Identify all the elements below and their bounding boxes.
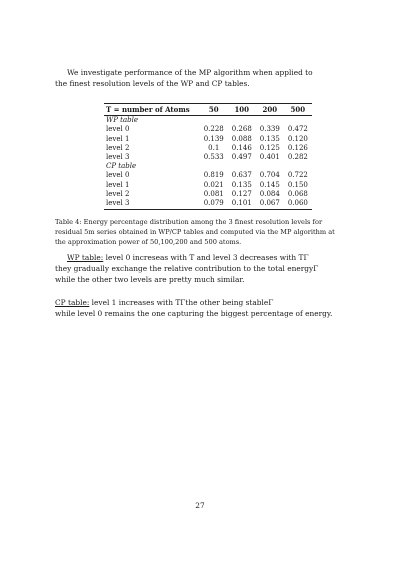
table-cell: 0.819 bbox=[203, 171, 224, 180]
table-cell: 0.068 bbox=[287, 189, 308, 198]
cp-table-paragraph bbox=[55, 297, 355, 319]
table-row bbox=[104, 171, 312, 180]
section-title-label: CP table bbox=[106, 162, 137, 171]
table-cell: 0.127 bbox=[231, 189, 252, 198]
table-cell: 0.146 bbox=[231, 143, 252, 152]
header-col-200: 200 bbox=[256, 104, 284, 116]
table-cell: 0.021 bbox=[203, 180, 224, 189]
table-cell: 0.282 bbox=[287, 153, 308, 162]
section-title-label: WP table bbox=[106, 116, 138, 125]
wp-line-3: while the other two levels are pretty much similar. bbox=[55, 275, 245, 284]
row-label: level 2 bbox=[106, 143, 130, 152]
table-cell: 0.084 bbox=[259, 189, 280, 198]
table-cell: 0.150 bbox=[287, 180, 308, 189]
wp-table-paragraph bbox=[55, 252, 355, 285]
table-row bbox=[104, 125, 312, 134]
wp-table-label: WP table: bbox=[67, 253, 104, 262]
table-caption: Table 4: Energy percentage distribution among the 3 finest resolution levels for residual 5m series obtained in WP/CP tables and computed via the MP algorithm at the approximation power of 50,100,200 and 500 atoms. bbox=[55, 218, 335, 246]
row-label: level 0 bbox=[106, 125, 130, 134]
table-row bbox=[104, 181, 312, 190]
table-cell: 0.135 bbox=[259, 134, 280, 143]
table-cell: 0.126 bbox=[287, 143, 308, 152]
intro-line-2: the finest resolution levels of the WP and CP tables. bbox=[55, 79, 250, 88]
wp-line-1-text: level 0 increseas with T and level 3 decreases with TΓ bbox=[103, 253, 309, 262]
table-header-row bbox=[104, 104, 312, 116]
table-cell: 0.497 bbox=[231, 153, 252, 162]
cp-line-1 bbox=[55, 297, 355, 308]
row-label: level 1 bbox=[106, 134, 130, 143]
intro-paragraph bbox=[55, 67, 355, 89]
header-atoms-label: T = number of Atoms bbox=[104, 104, 200, 116]
table-cell: 0.339 bbox=[259, 125, 280, 134]
table-row bbox=[104, 190, 312, 199]
page-number: 27 bbox=[195, 501, 205, 510]
row-label: level 2 bbox=[106, 189, 130, 198]
table-cell: 0.472 bbox=[287, 125, 308, 134]
cp-line-2: while level 0 remains the one capturing the biggest percentage of energy. bbox=[55, 309, 333, 318]
table-cell: 0.637 bbox=[231, 171, 252, 180]
energy-distribution-table bbox=[104, 103, 312, 210]
table-cell: 0.088 bbox=[231, 134, 252, 143]
wp-line-1 bbox=[55, 252, 355, 263]
table-cell: 0.060 bbox=[284, 199, 312, 210]
row-label: level 1 bbox=[106, 180, 130, 189]
table-cell: 0.120 bbox=[287, 134, 308, 143]
table-cell: 0.401 bbox=[259, 153, 280, 162]
table-cell: 0.135 bbox=[231, 180, 252, 189]
table-cell: 0.704 bbox=[259, 171, 280, 180]
table-cell: 0.268 bbox=[231, 125, 252, 134]
section-title-cp bbox=[104, 162, 312, 171]
wp-line-2: they gradually exchange the relative contribution to the total energyΓ bbox=[55, 264, 319, 273]
table-row bbox=[104, 153, 312, 162]
table-cell: 0.139 bbox=[203, 134, 224, 143]
header-col-50: 50 bbox=[200, 104, 228, 116]
cp-line-1-text: level 1 increases with TΓthe other being stableΓ bbox=[89, 298, 274, 307]
table-cell: 0.722 bbox=[287, 171, 308, 180]
table-cell: 0.1 bbox=[208, 143, 220, 152]
row-label: level 3 bbox=[104, 199, 200, 210]
row-label: level 3 bbox=[106, 153, 130, 162]
table-row bbox=[104, 135, 312, 144]
table-cell: 0.145 bbox=[259, 180, 280, 189]
table-cell: 0.081 bbox=[203, 189, 224, 198]
table-cell: 0.079 bbox=[200, 199, 228, 210]
table-cell: 0.067 bbox=[256, 199, 284, 210]
table-cell: 0.533 bbox=[203, 153, 224, 162]
table-cell: 0.101 bbox=[228, 199, 256, 210]
section-title-wp bbox=[104, 116, 312, 126]
header-col-500: 500 bbox=[284, 104, 312, 116]
header-col-100: 100 bbox=[228, 104, 256, 116]
table-row bbox=[104, 199, 312, 210]
row-label: level 0 bbox=[106, 171, 130, 180]
cp-table-label: CP table: bbox=[55, 298, 90, 307]
table-cell: 0.228 bbox=[203, 125, 224, 134]
intro-line-1: We investigate performance of the MP algorithm when applied to bbox=[67, 68, 313, 77]
table-row bbox=[104, 144, 312, 153]
table-cell: 0.125 bbox=[259, 143, 280, 152]
